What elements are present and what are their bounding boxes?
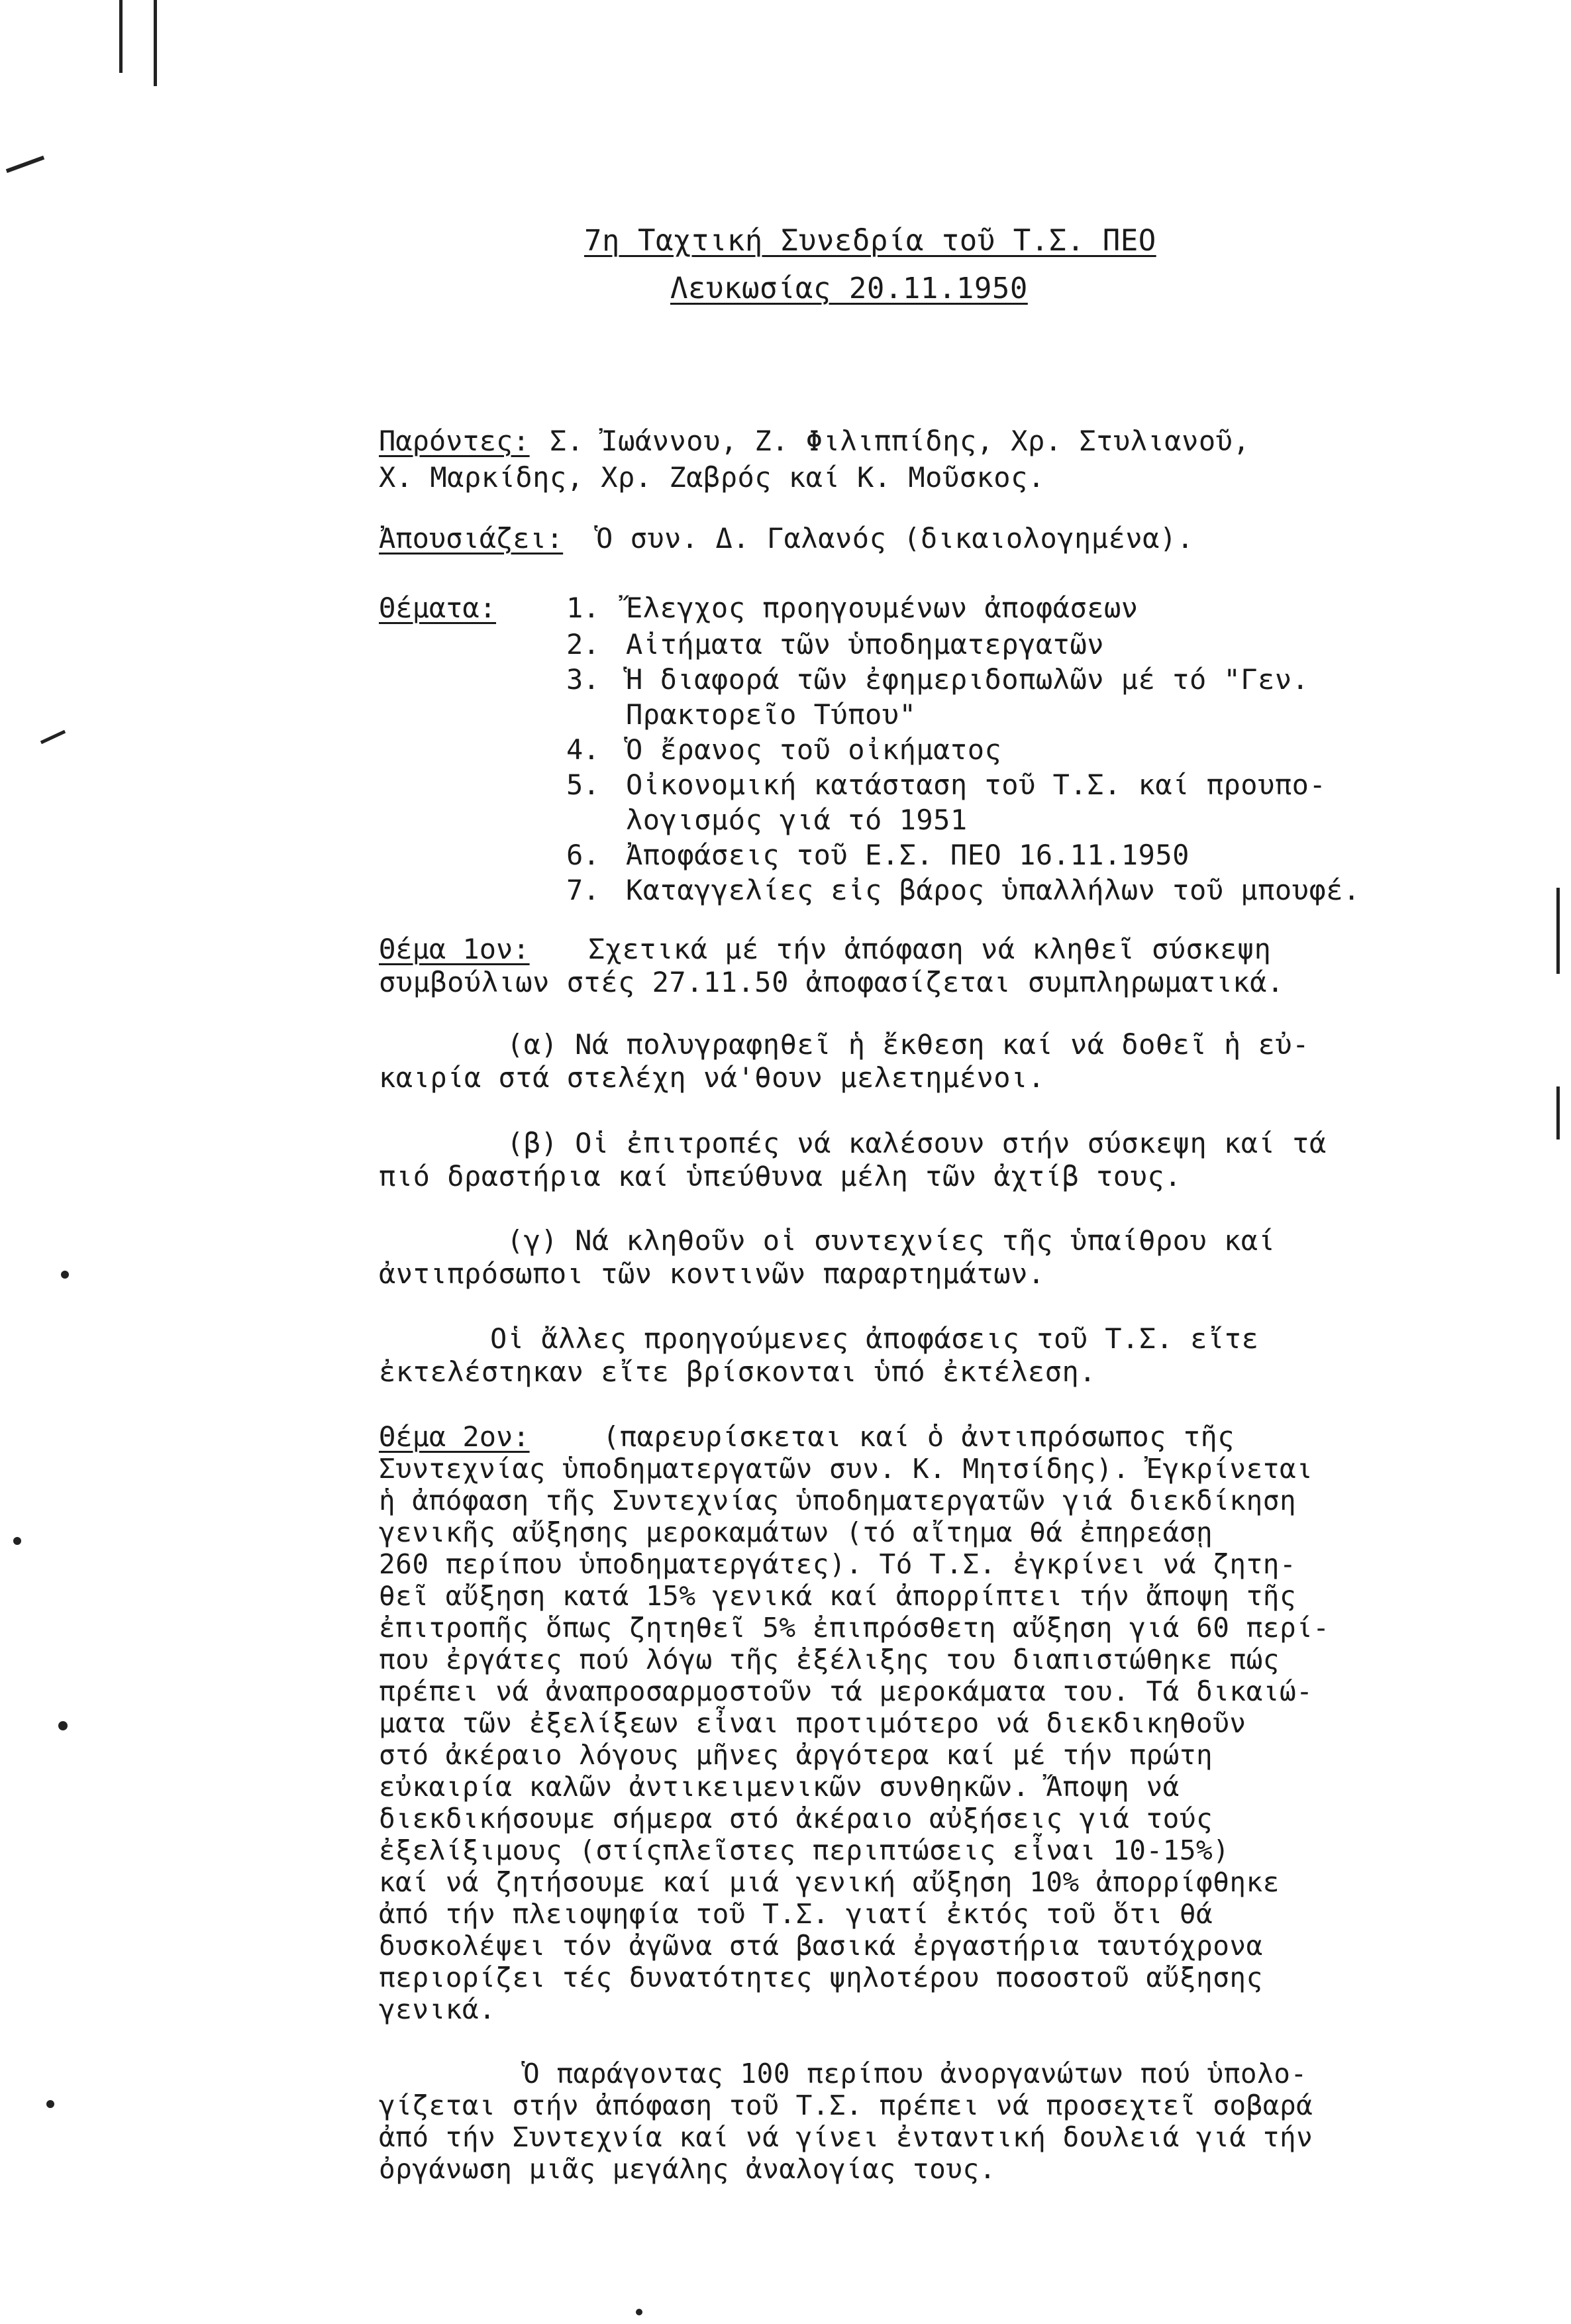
topic-number: 7. xyxy=(566,874,600,906)
scan-dot xyxy=(636,2309,642,2315)
theme2-label: Θέμα 2ον: xyxy=(379,1420,530,1453)
topic-number: 3. xyxy=(566,663,600,696)
scan-dot xyxy=(58,1721,68,1730)
theme2-line: 260 περίπου ὑποδηματεργάτες). Τό Τ.Σ. ἐγκρίνει νά ζητη- xyxy=(379,1548,1297,1580)
theme1-point: πιό δραστήρια καί ὑπεύθυνα μέλη τῶν ἀχτίβ τους. xyxy=(379,1160,1182,1192)
absent-text: Ὁ συν. Δ. Γαλανός (δικαιολογημένα). xyxy=(596,522,1194,555)
theme1-point: (β) Οἱ ἐπιτροπές νά καλέσουν στήν σύσκεψη καί τά xyxy=(507,1127,1327,1159)
theme2-para2: ὀργάνωση μιᾶς μεγάλης ἀναλογίας τους. xyxy=(379,2153,996,2185)
theme1-point: (γ) Νά κληθοῦν οἱ συντεχνίες τῆς ὑπαίθρου καί xyxy=(507,1224,1276,1257)
present-line: Σ. Ἰωάννου, Ζ. Φιλιππίδης, Χρ. Στυλιανοῦ, xyxy=(550,425,1250,457)
topic-item: Ὁ ἔρανος τοῦ οἰκήματος xyxy=(626,733,1002,766)
theme1-line: Σχετικά μέ τήν ἀπόφαση νά κληθεῖ σύσκεψη xyxy=(588,933,1272,965)
theme1-point: ἀντιπρόσωποι τῶν κοντινῶν παραρτημάτων. xyxy=(379,1257,1045,1290)
theme1-closing: ἐκτελέστηκαν εἴτε βρίσκονται ὑπό ἐκτέλεση. xyxy=(379,1355,1097,1388)
scan-mark xyxy=(1556,1086,1560,1139)
topics-label: Θέματα: xyxy=(379,592,497,624)
topic-number: 1. xyxy=(566,592,600,624)
theme2-line: γενικά. xyxy=(379,1993,496,2025)
scan-dot xyxy=(46,2100,54,2108)
scan-dot xyxy=(61,1271,69,1279)
document-title: 7η Ταχτική Συνεδρία τοῦ Τ.Σ. ΠΕΟ xyxy=(584,224,1156,258)
theme2-line: γενικῆς αὔξησης μεροκαμάτων (τό αἴτημα θά ἐπηρεάσῃ xyxy=(379,1516,1213,1548)
theme2-para2: γίζεται στήν ἀπόφαση τοῦ Τ.Σ. πρέπει νά προσεχτεῖ σοβαρά xyxy=(379,2089,1313,2121)
scan-dot xyxy=(13,1537,21,1545)
theme2-line: Συντεχνίας ὑποδηματεργατῶν συν. Κ. Μητσίδης). Ἐγκρίνεται xyxy=(379,1453,1313,1485)
theme2-line: διεκδικήσουμε σήμερα στό ἀκέραιο αὐξήσεις γιά τούς xyxy=(379,1803,1213,1834)
theme2-para2: ἀπό τήν Συντεχνία καί νά γίνει ἐνταντική δουλειά γιά τήν xyxy=(379,2121,1313,2153)
topic-item: Αἰτήματα τῶν ὑποδηματεργατῶν xyxy=(626,628,1105,660)
topic-number: 6. xyxy=(566,839,600,871)
scan-mark xyxy=(119,0,123,73)
topic-number: 5. xyxy=(566,768,600,801)
theme2-line: ματα τῶν ἐξελίξεων εἶναι προτιμότερο νά διεκδικηθοῦν xyxy=(379,1707,1246,1739)
topic-item: Πρακτορεῖο Τύπου" xyxy=(626,698,917,731)
theme1-line: συμβούλιων στές 27.11.50 ἀποφασίζεται συμπληρωματικά. xyxy=(379,966,1284,998)
theme1-closing: Οἱ ἄλλες προηγούμενες ἀποφάσεις τοῦ Τ.Σ. εἴτε xyxy=(490,1322,1259,1355)
scan-mark xyxy=(6,156,44,173)
theme1-point: καιρία στά στελέχη νά'θουν μελετημένοι. xyxy=(379,1061,1045,1094)
theme1-point: (α) Νά πολυγραφηθεῖ ἡ ἔκθεση καί νά δοθεῖ ἡ εὐ- xyxy=(507,1028,1309,1061)
scan-mark xyxy=(40,730,66,744)
theme2-line: στό ἀκέραιο λόγους μῆνες ἀργότερα καί μέ τήν πρώτη xyxy=(379,1739,1213,1771)
theme2-line: ἐπιτροπῆς ὅπως ζητηθεῖ 5% ἐπιπρόσθετη αὔξηση γιά 60 περί- xyxy=(379,1612,1330,1644)
topic-item: λογισμός γιά τό 1951 xyxy=(626,804,968,836)
topic-number: 2. xyxy=(566,628,600,660)
document-subtitle: Λευκωσίας 20.11.1950 xyxy=(670,272,1028,305)
topic-item: Ἀποφάσεις τοῦ Ε.Σ. ΠΕΟ 16.11.1950 xyxy=(626,839,1190,871)
theme2-para2: Ὁ παράγοντας 100 περίπου ἀνοργανώτων πού ὑπολο- xyxy=(523,2058,1307,2089)
topic-number: 4. xyxy=(566,733,600,766)
theme2-line: δυσκολέψει τόν ἀγῶνα στά βασικά ἐργαστήρια ταυτόχρονα xyxy=(379,1930,1263,1962)
scan-mark xyxy=(1556,888,1560,974)
theme2-line: ἡ ἀπόφαση τῆς Συντεχνίας ὑποδηματεργατῶν γιά διεκδίκηση xyxy=(379,1485,1297,1516)
theme2-line: ἀπό τήν πλειοψηφία τοῦ Τ.Σ. γιατί ἐκτός τοῦ ὅτι θά xyxy=(379,1898,1213,1930)
theme2-line: που ἐργάτες πού λόγω τῆς ἐξέλιξης του διαπιστώθηκε πώς xyxy=(379,1644,1280,1675)
theme2-line: (παρευρίσκεται καί ὁ ἀντιπρόσωπος τῆς xyxy=(603,1420,1235,1453)
theme1-label: Θέμα 1ον: xyxy=(379,933,530,965)
theme2-line: θεῖ αὔξηση κατά 15% γενικά καί ἀπορρίπτει τήν ἄποψη τῆς xyxy=(379,1580,1297,1612)
theme2-line: πρέπει νά ἀναπροσαρμοστοῦν τά μεροκάματα του. Τά δικαιώ- xyxy=(379,1675,1313,1707)
topic-item: Ἔλεγχος προηγουμένων ἀποφάσεων xyxy=(626,592,1139,624)
scan-mark xyxy=(154,0,157,86)
topic-item: Ἡ διαφορά τῶν ἐφημεριδοπωλῶν μέ τό "Γεν. xyxy=(626,663,1309,696)
present-label: Παρόντες: xyxy=(379,425,530,457)
absent-label: Ἀπουσιάζει: xyxy=(379,522,564,555)
theme2-line: περιορίζει τές δυνατότητες ψηλοτέρου ποσοστοῦ αὔξησης xyxy=(379,1962,1263,1993)
topic-item: Οἰκονομική κατάσταση τοῦ Τ.Σ. καί προυπο- xyxy=(626,768,1327,801)
theme2-line: εὐκαιρία καλῶν ἀντικειμενικῶν συνθηκῶν. Ἄποψη νά xyxy=(379,1771,1180,1803)
present-line: Χ. Μαρκίδης, Χρ. Ζαβρός καί Κ. Μοῦσκος. xyxy=(379,461,1045,494)
theme2-line: ἐξελίξιμους (στίςπλεῖστες περιπτώσεις εἶναι 10-15%) xyxy=(379,1834,1230,1866)
topic-item: Καταγγελίες εἰς βάρος ὑπαλλήλων τοῦ μπουφέ. xyxy=(626,874,1360,906)
theme2-line: καί νά ζητήσουμε καί μιά γενική αὔξηση 10% ἀπορρίφθηκε xyxy=(379,1866,1280,1898)
